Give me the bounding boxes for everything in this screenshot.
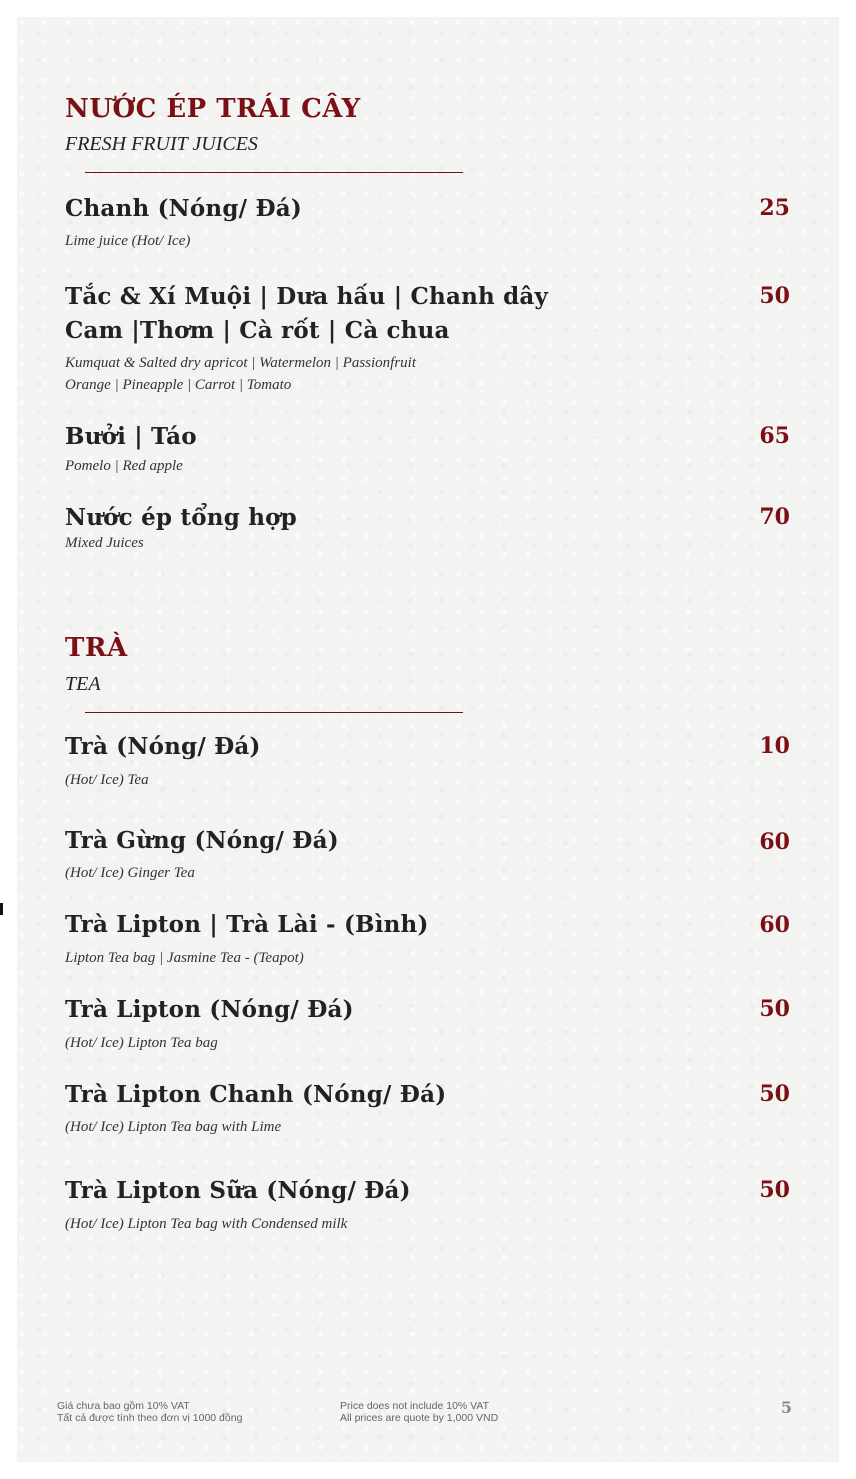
- tea-section-subtitle: TEA: [65, 673, 101, 695]
- menu-item-desc: Lime juice (Hot/ Ice): [65, 233, 191, 249]
- juices-section-subtitle: FRESH FRUIT JUICES: [65, 133, 258, 155]
- menu-item-name: Bưởi | Táo: [65, 423, 197, 450]
- menu-item-price: 50: [759, 1177, 790, 1203]
- menu-item-price: 60: [759, 829, 790, 855]
- footer-vat-note-en: Price does not include 10% VAT: [340, 1400, 490, 1412]
- menu-item-desc: (Hot/ Ice) Lipton Tea bag with Lime: [65, 1119, 282, 1135]
- menu-item-price: 70: [759, 504, 790, 530]
- menu-item-desc: Kumquat & Salted dry apricot | Watermelon | Passionfruit: [65, 355, 417, 371]
- footer-currency-note-vn: Tất cả được tính theo đơn vị 1000 đồng: [57, 1412, 243, 1424]
- footer-vat-note-vn: Giá chưa bao gồm 10% VAT: [57, 1400, 190, 1412]
- menu-item-name: Trà Lipton | Trà Lài - (Bình): [65, 911, 429, 938]
- menu-item-price: 50: [759, 996, 790, 1022]
- menu-item-desc: Pomelo | Red apple: [65, 458, 183, 474]
- menu-item-name: Trà Lipton Sữa (Nóng/ Đá): [65, 1177, 411, 1204]
- edge-mark: [0, 903, 3, 915]
- menu-item-price: 60: [759, 912, 790, 938]
- menu-item-desc: Lipton Tea bag | Jasmine Tea - (Teapot): [65, 950, 304, 966]
- menu-item-price: 65: [759, 423, 790, 449]
- menu-item-desc: (Hot/ Ice) Tea: [65, 772, 149, 788]
- menu-item-name: Trà Lipton (Nóng/ Đá): [65, 996, 354, 1023]
- menu-item-name: Trà (Nóng/ Đá): [65, 733, 261, 760]
- menu-item-price: 25: [759, 195, 790, 221]
- menu-item-name: Nước ép tổng hợp: [65, 504, 297, 531]
- menu-item-price: 50: [759, 283, 790, 309]
- juices-section-title: NƯỚC ÉP TRÁI CÂY: [65, 94, 361, 124]
- menu-item-desc: Orange | Pineapple | Carrot | Tomato: [65, 377, 292, 393]
- menu-item-desc: Mixed Juices: [65, 535, 144, 551]
- menu-item-name: Cam |Thơm | Cà rốt | Cà chua: [65, 317, 450, 344]
- footer-currency-note-en: All prices are quote by 1,000 VND: [340, 1412, 499, 1424]
- menu-item-name: Tắc & Xí Muội | Dưa hấu | Chanh dây: [65, 283, 549, 310]
- menu-item-desc: (Hot/ Ice) Lipton Tea bag: [65, 1035, 218, 1051]
- menu-item-name: Trà Gừng (Nóng/ Đá): [65, 827, 339, 854]
- menu-item-desc: (Hot/ Ice) Lipton Tea bag with Condensed milk: [65, 1216, 348, 1232]
- menu-item-name: Trà Lipton Chanh (Nóng/ Đá): [65, 1081, 447, 1108]
- menu-item-price: 50: [759, 1081, 790, 1107]
- menu-item-price: 10: [759, 733, 790, 759]
- menu-item-desc: (Hot/ Ice) Ginger Tea: [65, 865, 195, 881]
- juices-divider: [85, 172, 463, 173]
- tea-divider: [85, 712, 463, 713]
- page-number: 5: [780, 1398, 792, 1417]
- tea-section-title: TRÀ: [65, 633, 128, 663]
- menu-item-name: Chanh (Nóng/ Đá): [65, 195, 302, 222]
